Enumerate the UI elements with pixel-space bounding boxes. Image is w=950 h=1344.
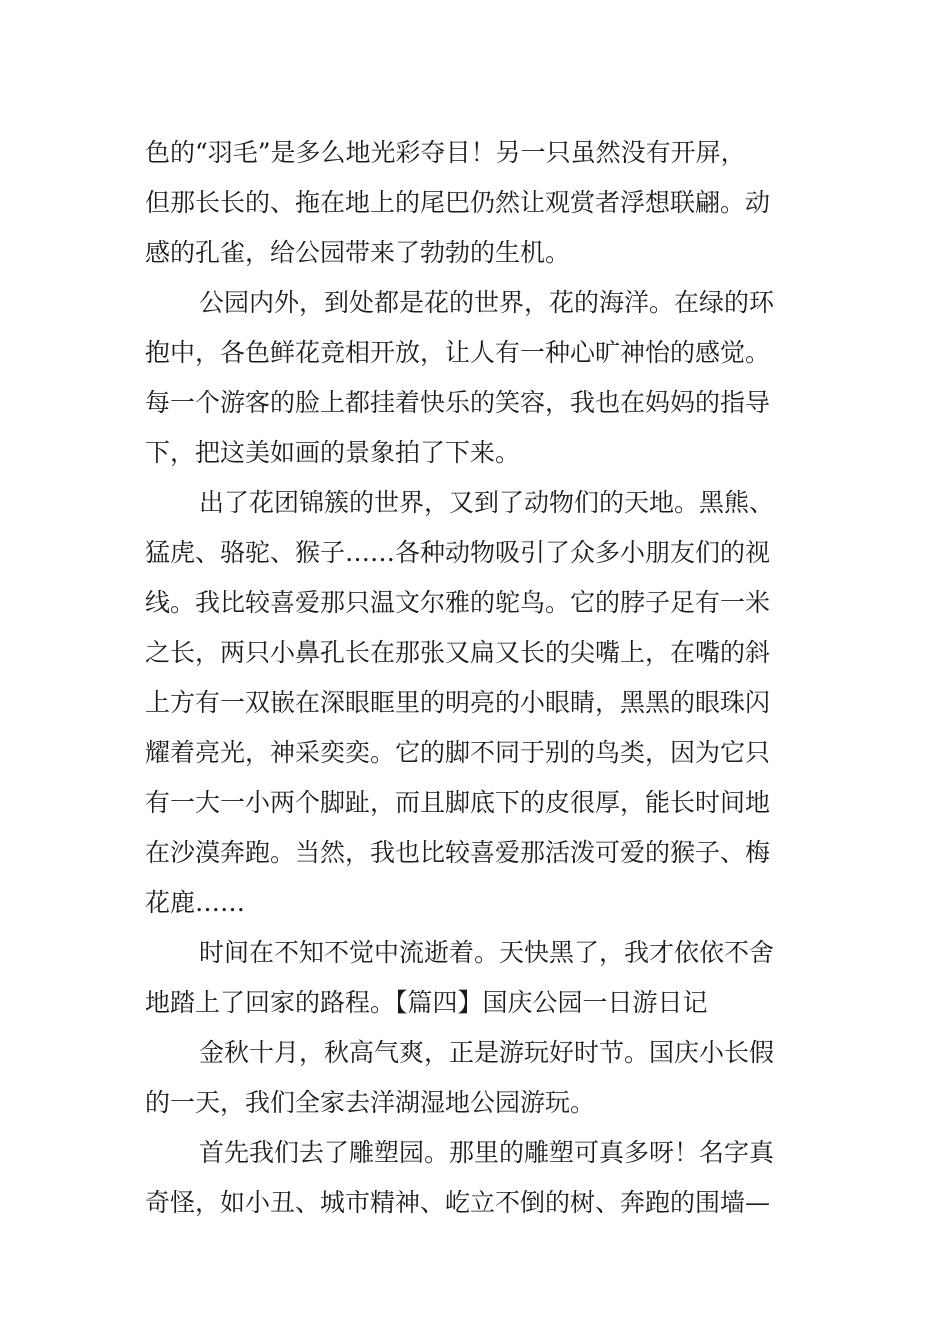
text-line: 有一大一小两个脚趾，而且脚底下的皮很厚，能长时间地 — [145, 788, 771, 817]
text-line: 下，把这美如画的景象拍了下来。 — [145, 438, 521, 467]
text-line: 感的孔雀，给公园带来了勃勃的生机。 — [145, 238, 571, 267]
text-line: 奇怪，如小丑、城市精神、屹立不倒的树、奔跑的围墙— — [145, 1188, 771, 1217]
text-line: 的一天，我们全家去洋湖湿地公园游玩。 — [145, 1088, 596, 1117]
paragraph-first-line: 公园内外，到处都是花的世界，花的海洋。在绿的环 — [199, 288, 775, 317]
text-line: 耀着亮光，神采奕奕。它的脚不同于别的鸟类，因为它只 — [145, 738, 771, 767]
text-line: 猛虎、骆驼、猴子……各种动物吸引了众多小朋友们的视 — [145, 538, 771, 567]
text-line: 线。我比较喜爱那只温文尔雅的鸵鸟。它的脖子足有一米 — [145, 588, 771, 617]
text-line: 但那长长的、拖在地上的尾巴仍然让观赏者浮想联翩。动 — [145, 188, 771, 217]
text-line: 色的“羽毛”是多么地光彩夺目！另一只虽然没有开屏， — [145, 138, 746, 167]
paragraph-first-line: 时间在不知不觉中流逝着。天快黑了，我才依依不舍 — [199, 938, 775, 967]
paragraph-first-line: 出了花团锦簇的世界，又到了动物们的天地。黑熊、 — [199, 488, 775, 517]
paragraph-first-line: 首先我们去了雕塑园。那里的雕塑可真多呀！名字真 — [199, 1138, 775, 1167]
document-body — [145, 128, 810, 1228]
text-line: 每一个游客的脸上都挂着快乐的笑容，我也在妈妈的指导 — [145, 388, 771, 417]
text-line: 花鹿…… — [145, 888, 246, 917]
text-line: 在沙漠奔跑。当然，我也比较喜爱那活泼可爱的猴子、梅 — [145, 838, 771, 867]
text-line: 抱中，各色鲜花竞相开放，让人有一种心旷神怡的感觉。 — [145, 338, 771, 367]
text-line: 地踏上了回家的路程。【篇四】国庆公园一日游日记 — [145, 988, 708, 1017]
text-line: 之长，两只小鼻孔长在那张又扁又长的尖嘴上，在嘴的斜 — [145, 638, 771, 667]
paragraph-first-line: 金秋十月，秋高气爽，正是游玩好时节。国庆小长假 — [199, 1038, 775, 1067]
text-line: 上方有一双嵌在深眼眶里的明亮的小眼睛，黑黑的眼珠闪 — [145, 688, 771, 717]
